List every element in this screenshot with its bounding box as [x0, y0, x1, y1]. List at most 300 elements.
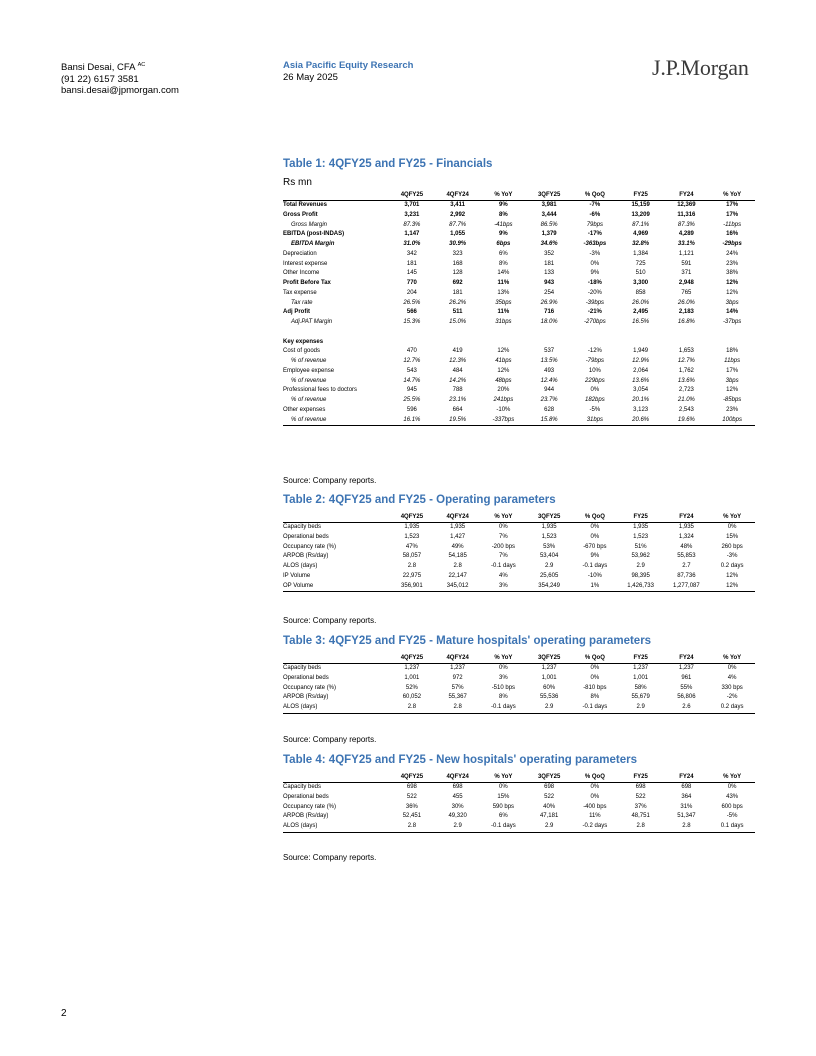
table-cell: 1,237 — [404, 665, 420, 671]
table-cell: -6% — [589, 211, 601, 218]
table-row — [283, 533, 755, 543]
table-cell: 52% — [405, 684, 418, 691]
table-cell: 100bps — [709, 416, 755, 426]
table-cell: 858 — [635, 289, 646, 296]
table-cell: 342 — [406, 250, 417, 257]
table-cell: 1,147 — [404, 231, 420, 238]
table-cell: 356,901 — [389, 582, 435, 592]
table3-source: Source: Company reports. — [283, 735, 377, 744]
table-cell: 12% — [497, 367, 510, 374]
table3-title: Table 3: 4QFY25 and FY25 - Mature hospitals' operating parameters — [283, 635, 652, 647]
table-cell: 1,277,087 — [664, 582, 710, 592]
row-label: ARPOB (Rs/day) — [283, 694, 329, 701]
table-cell: 10% — [588, 367, 601, 374]
table-cell: -270bps — [584, 319, 606, 325]
table-cell: -0.1 days — [491, 563, 516, 569]
table-cell: 55,679 — [631, 694, 650, 701]
table-cell: 48% — [680, 543, 693, 550]
column-header: % YoY — [723, 774, 742, 780]
table-cell: 49% — [451, 543, 464, 550]
table-cell: 8% — [499, 211, 508, 218]
table-cell: 2,495 — [633, 309, 649, 316]
row-label: Total Revenues — [283, 202, 327, 208]
table-cell: 17% — [726, 211, 739, 218]
table-cell: -5% — [589, 406, 601, 413]
table-cell: 1,055 — [450, 231, 466, 238]
table-cell: 3,123 — [633, 406, 649, 413]
table-cell: -39bps — [585, 299, 605, 306]
table-row — [283, 793, 755, 803]
row-label: Capacity beds — [283, 524, 322, 530]
table-cell: 3bps — [725, 377, 739, 384]
row-label: % of revenue — [291, 377, 327, 384]
table-cell — [572, 338, 618, 348]
row-label: Adj Profit — [283, 309, 310, 316]
table-cell: 1,523 — [541, 533, 557, 540]
table-cell: 11bps — [724, 358, 741, 364]
table-cell — [481, 328, 527, 338]
table-cell: 30.9% — [449, 241, 467, 247]
column-header: 4QFY24 — [446, 514, 469, 520]
table-cell: 1,237 — [450, 665, 466, 671]
table-cell: 55,853 — [677, 553, 696, 560]
table-row — [283, 812, 755, 822]
table-cell: 15% — [726, 533, 739, 540]
table-cell: 13.6% — [632, 377, 650, 384]
table-cell: 2,948 — [678, 280, 694, 286]
table-cell: 14% — [726, 309, 739, 316]
table-cell: 698 — [406, 784, 417, 790]
table-cell: 1,001 — [541, 674, 557, 681]
table-row — [283, 523, 755, 533]
table-cell: 55,536 — [539, 694, 559, 701]
table-cell: 18% — [726, 348, 739, 355]
table-cell: 2.9 — [526, 822, 572, 832]
table-cell: 19.6% — [664, 416, 710, 426]
table-cell: -3% — [589, 250, 601, 257]
table-cell: -29bps — [722, 241, 742, 247]
table-cell: 12% — [726, 280, 739, 286]
table-cell: 22,975 — [402, 572, 422, 579]
table-cell: 664 — [452, 406, 463, 413]
table-cell: 133 — [544, 270, 555, 277]
table-cell: 13% — [497, 289, 510, 296]
table-cell: -79bps — [585, 358, 605, 364]
author-name: Bansi Desai, CFA — [61, 62, 135, 74]
table-cell: 87.1% — [632, 221, 650, 228]
table-cell: 23% — [726, 260, 739, 267]
table-cell: 53,404 — [539, 553, 559, 560]
table-cell: 1,426,733 — [618, 582, 664, 592]
table-cell: 60,052 — [402, 694, 422, 701]
row-label: Occupancy rate (%) — [283, 684, 337, 691]
table-cell: 510 — [635, 270, 646, 277]
table-cell: 596 — [406, 406, 417, 413]
row-label-header — [283, 191, 389, 201]
table-cell: 86.5% — [540, 221, 558, 228]
table-cell: 2.8 — [453, 563, 462, 569]
table-row — [283, 211, 755, 221]
table-cell: 20.6% — [618, 416, 664, 426]
page-number: 2 — [61, 1008, 67, 1019]
row-label: Professional fees to doctors — [283, 387, 358, 394]
row-label: EBITDA Margin — [291, 241, 335, 247]
table-cell: 35bps — [495, 299, 512, 306]
table-cell: 58,057 — [402, 553, 422, 560]
table-row — [283, 279, 755, 289]
report-date: 26 May 2025 — [283, 71, 338, 83]
table-cell: 12% — [726, 572, 739, 579]
table-cell: 38% — [726, 270, 739, 277]
table-cell: 14.7% — [403, 377, 421, 384]
author-superscript: AC — [137, 62, 146, 68]
table-cell — [572, 328, 618, 338]
table-cell: 1% — [572, 582, 618, 592]
table-cell: 3,411 — [450, 202, 465, 208]
table-cell: 2.8 — [407, 563, 417, 569]
table2-title: Table 2: 4QFY25 and FY25 - Operating parameters — [283, 494, 556, 506]
report-info — [283, 60, 413, 83]
table-cell: 455 — [452, 793, 463, 800]
table-cell: 229bps — [585, 377, 605, 384]
table-cell: 0% — [499, 524, 508, 530]
table-cell: 30% — [451, 803, 464, 810]
table-row — [283, 377, 755, 387]
table-cell: 25,605 — [539, 572, 559, 579]
table-row — [283, 289, 755, 299]
table-cell: 51% — [634, 543, 647, 550]
table-cell: -2% — [726, 694, 738, 701]
column-header: FY24 — [679, 192, 694, 198]
table-cell: 11% — [589, 813, 601, 820]
table-cell: -17% — [587, 231, 602, 238]
table-cell: 1,762 — [678, 367, 694, 374]
table4-title: Table 4: 4QFY25 and FY25 - New hospitals' operating parameters — [283, 754, 638, 766]
column-header: 4QFY25 — [400, 774, 424, 780]
table-cell: 12.9% — [632, 358, 650, 364]
table-cell: 241bps — [493, 397, 514, 403]
row-label: % of revenue — [291, 358, 327, 364]
table-cell: 55% — [680, 684, 693, 691]
column-header: 3QFY25 — [537, 514, 561, 520]
table-cell: 182bps — [585, 397, 605, 403]
table-cell: 9% — [590, 553, 600, 560]
column-header: % YoY — [723, 655, 742, 661]
table-cell: 26.0% — [632, 299, 650, 306]
table-cell: -510 bps — [491, 684, 516, 691]
row-label: Operational beds — [283, 674, 329, 681]
column-header: FY25 — [633, 774, 648, 780]
table-cell: 354,249 — [526, 582, 572, 592]
header-row — [283, 513, 755, 523]
table-cell: 1,384 — [633, 250, 649, 257]
table-cell: 6% — [499, 250, 508, 257]
table-cell: 40% — [543, 803, 556, 810]
column-header: % QoQ — [584, 774, 605, 780]
section-name: Asia Pacific Equity Research — [283, 60, 414, 71]
column-header: % YoY — [494, 192, 513, 198]
table-cell: 345,012 — [435, 582, 481, 592]
table-cell: 692 — [452, 280, 463, 286]
table-cell: 493 — [544, 367, 555, 374]
table-cell: 181 — [406, 260, 417, 267]
table-cell: 8% — [590, 694, 600, 701]
table-cell: 52,451 — [402, 813, 422, 820]
table-cell — [435, 338, 481, 348]
table-cell: 0% — [499, 665, 508, 671]
table-cell: 2.9 — [526, 703, 572, 713]
table-row — [283, 308, 755, 318]
table-cell: 7% — [499, 553, 508, 560]
table-cell: -3% — [726, 553, 738, 560]
table-cell: 0% — [590, 665, 600, 671]
row-label-header — [283, 773, 389, 783]
table-cell: 47% — [405, 543, 418, 550]
table-row — [283, 674, 755, 684]
table-cell: 770 — [406, 280, 417, 286]
table-cell: 16.8% — [677, 319, 695, 325]
column-header: % QoQ — [584, 514, 605, 520]
author-block — [61, 60, 179, 97]
table-cell — [435, 328, 481, 338]
table-row — [283, 562, 755, 572]
table-cell: 628 — [544, 406, 555, 413]
table-cell: 26.2% — [449, 299, 467, 306]
table-cell — [526, 328, 572, 338]
table-cell: 87.3% — [403, 221, 421, 228]
table-cell: 37% — [634, 803, 647, 810]
table-cell: 260 bps — [721, 543, 743, 550]
table-cell: 3% — [481, 582, 527, 592]
table-cell: 20% — [497, 387, 510, 394]
table-cell: 11,316 — [677, 211, 696, 218]
row-label: Tax expense — [283, 289, 317, 296]
table-cell: 0% — [499, 784, 508, 790]
table-cell: 2.8 — [435, 703, 481, 713]
table-cell: 26.9% — [540, 299, 558, 306]
table-cell: 972 — [452, 674, 463, 681]
table-cell: 1,935 — [678, 524, 694, 530]
table-cell: -85bps — [722, 397, 742, 403]
table-cell: 1,935 — [541, 524, 557, 530]
table-cell: 56,806 — [677, 694, 696, 701]
table-cell: 87.7% — [449, 221, 467, 228]
table-cell: 31% — [680, 803, 693, 810]
table-cell: 8% — [499, 260, 508, 267]
table-cell: 0.1 days — [709, 822, 755, 832]
row-label: EBITDA (post-INDAS) — [283, 231, 345, 238]
column-header: FY25 — [633, 192, 648, 198]
table-cell: -0.1 days — [481, 822, 527, 832]
table-row — [283, 221, 755, 231]
table-cell — [618, 338, 664, 348]
table-row — [283, 250, 755, 260]
table-cell: 21.0% — [677, 397, 695, 403]
table-cell: 32.8% — [632, 241, 650, 247]
table-cell: 4,289 — [678, 231, 694, 238]
table-cell: 716 — [544, 309, 555, 316]
table-cell: -670 bps — [583, 543, 607, 550]
row-label: Gross Margin — [291, 221, 328, 228]
table-cell: 23.1% — [449, 397, 467, 403]
table-cell: 0% — [590, 260, 600, 267]
table-row — [283, 416, 755, 426]
table-cell: 2,992 — [450, 211, 466, 218]
table-cell: 1,001 — [404, 674, 420, 681]
table-row — [283, 338, 755, 348]
table-cell: 34.6% — [540, 241, 558, 247]
table-cell: 12.7% — [403, 358, 421, 364]
table-cell: 944 — [544, 387, 555, 394]
table-cell: 364 — [681, 793, 692, 800]
table-cell: 1,237 — [633, 665, 649, 671]
table-cell: 1,949 — [633, 348, 649, 355]
table-cell: 765 — [681, 289, 692, 296]
table-cell: 25.5% — [403, 397, 421, 403]
table-cell: 23.7% — [540, 397, 558, 403]
table-cell: 2,723 — [678, 387, 694, 394]
table-cell: 16% — [726, 231, 739, 238]
row-label: Capacity beds — [283, 784, 322, 790]
table-cell: 33.1% — [677, 241, 695, 247]
table-cell: -200 bps — [491, 543, 516, 550]
table-cell: 18.0% — [540, 319, 558, 325]
table-cell: 12.3% — [449, 358, 467, 364]
table-cell: 1,237 — [541, 665, 557, 671]
table-cell: 4,969 — [633, 231, 649, 238]
table-cell: 522 — [635, 793, 646, 800]
column-header: 4QFY24 — [446, 774, 469, 780]
column-header: FY25 — [633, 655, 648, 661]
table-cell: 12.4% — [540, 377, 558, 384]
table-cell: -41bps — [494, 221, 513, 228]
row-label: Operational beds — [283, 533, 329, 540]
column-header: FY24 — [679, 514, 694, 520]
table-cell: 17% — [726, 202, 739, 208]
author-email[interactable]: bansi.desai@jpmorgan.com — [61, 85, 179, 97]
header-row — [283, 654, 755, 664]
table-row — [283, 552, 755, 562]
column-header: FY24 — [679, 655, 694, 661]
column-header: % QoQ — [584, 192, 605, 198]
table-cell — [618, 328, 664, 338]
table-cell: 11% — [497, 309, 510, 316]
table-cell: -810 bps — [583, 684, 607, 691]
table1-title: Table 1: 4QFY25 and FY25 - Financials — [283, 158, 493, 170]
table-cell: 2.8 — [389, 822, 435, 832]
table-cell: 11% — [497, 280, 510, 286]
header-row — [283, 191, 755, 201]
jpmorgan-logo: J.P.Morgan — [652, 55, 749, 80]
table-cell: 961 — [681, 674, 692, 681]
table-cell: 13.5% — [540, 358, 558, 364]
table-cell: 49,320 — [448, 813, 467, 820]
table-cell: 0% — [590, 674, 600, 681]
table-cell: 0.2 days — [720, 563, 744, 569]
table-cell: 9% — [499, 202, 508, 208]
table-cell: 19.5% — [435, 416, 481, 426]
table-row — [283, 318, 755, 328]
table-row — [283, 260, 755, 270]
column-header: 3QFY25 — [537, 655, 561, 661]
table-cell: 788 — [452, 387, 463, 394]
table-cell: -0.1 days — [572, 703, 618, 713]
table-cell: 419 — [452, 348, 463, 355]
table-cell — [664, 338, 710, 348]
table-cell — [389, 338, 435, 348]
table-cell: 352 — [544, 250, 555, 257]
operating-parameters-table — [283, 513, 755, 592]
table-cell: 31bps — [495, 319, 512, 325]
row-label-header — [283, 654, 389, 664]
table-cell: 1,379 — [541, 231, 557, 238]
table-cell: 330 bps — [721, 684, 743, 691]
row-label: Key expenses — [283, 338, 324, 345]
table-cell: 2.7 — [682, 563, 691, 569]
row-label: ALOS (days) — [283, 703, 389, 713]
row-label: Interest expense — [283, 260, 328, 267]
table-cell: 3,054 — [633, 387, 649, 394]
table-cell: 254 — [544, 289, 555, 296]
table-cell: 20.1% — [632, 397, 650, 403]
table-row — [283, 269, 755, 279]
table-row — [283, 803, 755, 813]
table-cell: 2.8 — [618, 822, 664, 832]
table-cell: 0% — [727, 524, 737, 530]
table-cell: 566 — [406, 309, 417, 316]
table-row — [283, 386, 755, 396]
table-cell — [389, 328, 435, 338]
table-cell: 13,209 — [631, 211, 650, 218]
table-cell: 1,523 — [633, 533, 649, 540]
table-cell: 0% — [727, 665, 737, 671]
table4-source: Source: Company reports. — [283, 853, 377, 862]
column-header: % YoY — [494, 514, 513, 520]
table-cell: 698 — [635, 784, 646, 790]
table-cell: 47,181 — [539, 813, 559, 820]
table-cell: 2.6 — [664, 703, 710, 713]
table-cell: 168 — [452, 260, 463, 267]
table-row — [283, 299, 755, 309]
table-cell: 15.0% — [449, 319, 467, 325]
table1-units: Rs mn — [283, 177, 312, 188]
table-cell: 48,751 — [631, 813, 650, 820]
table-cell: -20% — [587, 289, 602, 296]
table-cell: 1,653 — [678, 348, 694, 355]
table-cell: 13.6% — [677, 377, 695, 384]
table-cell: 204 — [406, 289, 417, 296]
column-header: 4QFY25 — [400, 192, 424, 198]
table-cell — [481, 338, 527, 348]
table-cell: 24% — [726, 250, 739, 257]
table-cell: 537 — [544, 348, 555, 355]
table-cell: 15% — [497, 793, 510, 800]
table-row — [283, 230, 755, 240]
table-cell: 54,185 — [448, 553, 467, 560]
column-header: 4QFY25 — [400, 655, 424, 661]
table-cell: 0% — [590, 533, 600, 540]
row-label: Gross Profit — [283, 211, 318, 218]
table-cell: 2.9 — [435, 822, 481, 832]
table-cell: 522 — [544, 793, 555, 800]
column-header: FY25 — [633, 514, 648, 520]
table-cell: 0% — [590, 524, 600, 530]
table-cell: 1,935 — [633, 524, 649, 530]
table-cell — [709, 338, 755, 348]
row-label-header — [283, 513, 389, 523]
table-cell: 128 — [452, 270, 463, 277]
table-cell: 87,736 — [677, 572, 696, 579]
